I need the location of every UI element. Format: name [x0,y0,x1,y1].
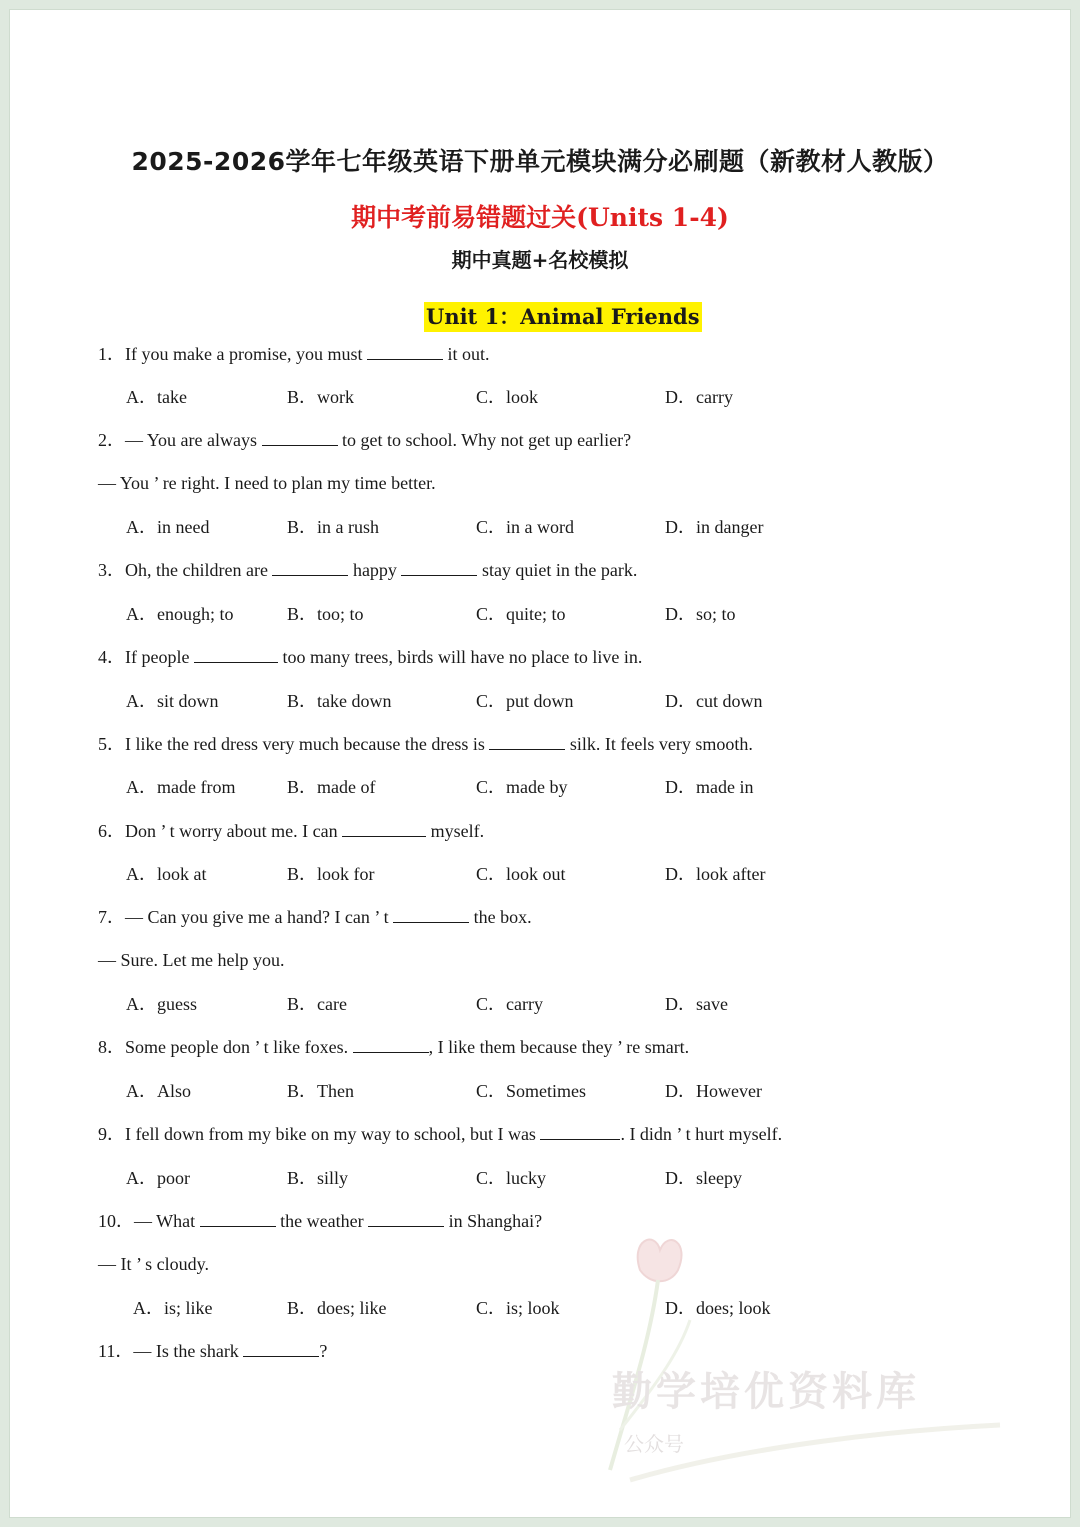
answer-option: A．poor [126,1168,190,1188]
question-text: silk. It feels very smooth. [565,734,753,754]
question-text: 5．I like the red dress very much because the dress is [98,734,490,754]
unit-heading: Unit 1：Animal Friends [424,302,702,332]
answer-option: C．carry [476,994,543,1014]
question-text: , I like them because they ’ re smart. [428,1037,690,1057]
answer-option: C．is; look [476,1298,560,1318]
answer-blank [272,559,348,576]
answer-option: B．Then [287,1081,354,1101]
question-stem [98,645,642,669]
question-stem [98,558,637,582]
question-stem [98,1035,689,1059]
question-text: myself. [426,821,485,841]
question-stem [98,1209,542,1233]
answer-blank [194,646,278,663]
answer-blank [540,1123,620,1140]
question-text: 2．— You are always [98,430,262,450]
document-title: 2025-2026学年七年级英语下册单元模块满分必刷题（新教材人教版） [131,147,949,176]
answer-option: D．carry [665,387,733,407]
question-stem [98,732,753,756]
answer-option: B．work [287,387,354,407]
answer-blank [262,429,338,446]
section-subtitle: 期中考前易错题过关(Units 1-4) [351,203,729,232]
answer-option: B．look for [287,864,375,884]
answer-option: D．so; to [665,604,736,624]
answer-blank [489,733,565,750]
answer-option: B．too; to [287,604,364,624]
answer-option: D．cut down [665,691,763,711]
answer-option: B．in a rush [287,517,379,537]
answer-option: D．look after [665,864,766,884]
watermark-text: 勤学培优资料库 [612,1369,920,1415]
answer-option: A．made from [126,777,236,797]
answer-blank [393,906,469,923]
question-text: happy [348,560,402,580]
answer-option: A．is; like [133,1298,213,1318]
answer-option: C．made by [476,777,568,797]
section-tagline: 期中真题+名校模拟 [451,248,629,272]
answer-blank [368,1210,444,1227]
answer-option: C．Sometimes [476,1081,587,1101]
question-text: the weather [275,1211,369,1231]
answer-blank [353,1036,429,1053]
answer-option: D．sleepy [665,1168,742,1188]
question-text: . I didn ’ t hurt myself. [620,1124,783,1144]
answer-option: C．look [476,387,539,407]
answer-blank [367,343,443,360]
answer-option: A．in need [126,517,210,537]
question-text: ? [319,1341,328,1361]
answer-option: B．care [287,994,347,1014]
document-page [10,10,1070,1517]
answer-option: D．save [665,994,728,1014]
answer-option: A．enough; to [126,604,234,624]
answer-option: D．in danger [665,517,764,537]
question-text: stay quiet in the park. [477,560,638,580]
dialogue-reply: — It ’ s cloudy. [98,1254,209,1274]
question-text: 10．— What [98,1211,200,1231]
question-text: in Shanghai? [444,1211,543,1231]
question-text: 6．Don ’ t worry about me. I can [98,821,343,841]
question-stem [98,819,484,843]
question-text: 3．Oh, the children are [98,560,273,580]
answer-option: D．made in [665,777,754,797]
answer-option: C．put down [476,691,574,711]
question-text: it out. [442,344,490,364]
answer-option: B．take down [287,691,392,711]
answer-option: A．take [126,387,187,407]
question-stem [98,342,489,366]
dialogue-reply: — Sure. Let me help you. [98,950,285,970]
watermark-sub: 公众号 [624,1432,684,1456]
answer-option: B．does; like [287,1298,387,1318]
answer-option: B．made of [287,777,376,797]
answer-option: B．silly [287,1168,349,1188]
answer-option: D．does; look [665,1298,771,1318]
question-text: the box. [469,907,532,927]
question-stem [98,1339,327,1363]
answer-blank [200,1210,276,1227]
question-text: to get to school. Why not get up earlier? [337,430,632,450]
answer-option: D．However [665,1081,762,1101]
answer-option: C．look out [476,864,566,884]
answer-option: A．guess [126,994,197,1014]
question-stem [98,428,631,452]
question-text: 11．— Is the shark [98,1341,244,1361]
question-text: 1．If you make a promise, you must [98,344,367,364]
answer-blank [342,820,426,837]
question-text: 9．I fell down from my bike on my way to school, but I was [98,1124,541,1144]
answer-option: A．sit down [126,691,219,711]
answer-option: A．Also [126,1081,192,1101]
question-stem [98,905,532,929]
answer-blank [401,559,477,576]
question-text: 8．Some people don ’ t like foxes. [98,1037,353,1057]
answer-option: A．look at [126,864,207,884]
answer-option: C．in a word [476,517,574,537]
answer-option: C．lucky [476,1168,546,1188]
question-text: 4．If people [98,647,194,667]
answer-blank [243,1340,319,1357]
question-text: 7．— Can you give me a hand? I can ’ t [98,907,394,927]
question-stem [98,1122,782,1146]
answer-option: C．quite; to [476,604,566,624]
dialogue-reply: — You ’ re right. I need to plan my time better. [98,473,436,493]
question-text: too many trees, birds will have no place to live in. [277,647,643,667]
